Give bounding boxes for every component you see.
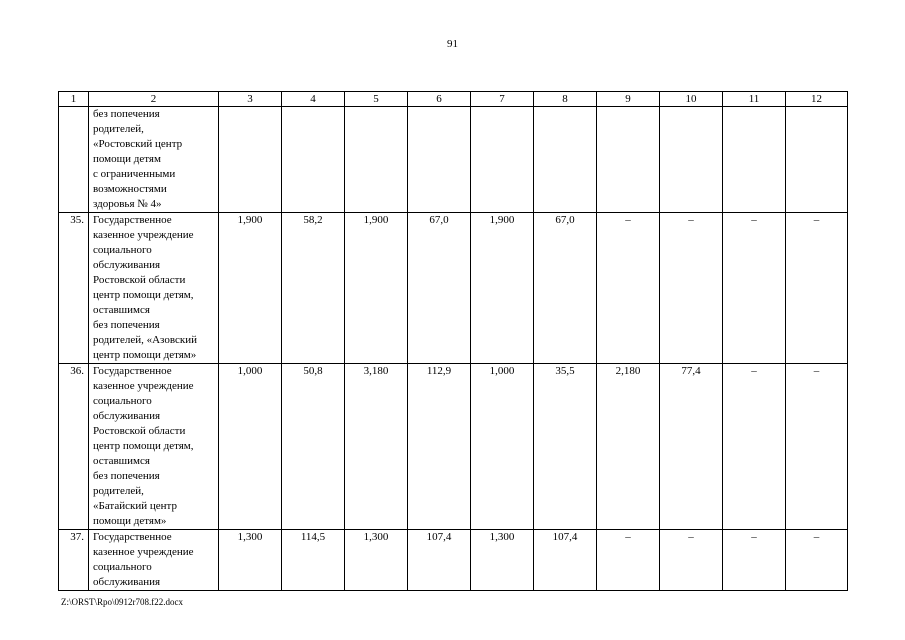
value-cell <box>345 107 408 213</box>
name-line: социального <box>93 244 152 256</box>
value-cell: – <box>786 364 848 530</box>
header-cell: 4 <box>282 92 345 107</box>
name-line: помощи детям <box>93 153 161 165</box>
value-cell: – <box>597 213 660 364</box>
value-cell: 50,8 <box>282 364 345 530</box>
value-cell <box>534 107 597 213</box>
value-cell: 1,000 <box>471 364 534 530</box>
institution-name <box>89 213 219 364</box>
value-cell <box>597 107 660 213</box>
value-cell: 2,180 <box>597 364 660 530</box>
name-line: Государственное <box>93 214 172 226</box>
table-row <box>59 213 848 364</box>
institution-name <box>89 364 219 530</box>
name-line: Ростовской области <box>93 274 186 286</box>
value-cell: 112,9 <box>408 364 471 530</box>
value-cell: 67,0 <box>408 213 471 364</box>
value-cell <box>471 107 534 213</box>
header-row <box>59 92 848 107</box>
value-cell: 107,4 <box>534 530 597 591</box>
name-line: без попечения <box>93 319 160 331</box>
row-number: 37. <box>59 530 89 591</box>
name-line: без попечения <box>93 470 160 482</box>
name-line: «Батайский центр <box>93 500 177 512</box>
value-cell: – <box>660 213 723 364</box>
name-line: Государственное <box>93 531 172 543</box>
value-cell: – <box>597 530 660 591</box>
name-line: родителей, <box>93 485 144 497</box>
name-line: обслуживания <box>93 576 161 588</box>
table-row <box>59 530 848 591</box>
name-line: казенное учреждение <box>93 546 194 558</box>
header-cell: 8 <box>534 92 597 107</box>
name-line: центр помощи детям, <box>93 289 194 301</box>
name-line: обслуживания <box>93 410 161 422</box>
value-cell <box>660 107 723 213</box>
value-cell <box>408 107 471 213</box>
value-cell: – <box>723 364 786 530</box>
name-line: центр помощи детям» <box>93 349 197 361</box>
row-number: 36. <box>59 364 89 530</box>
value-cell: 1,900 <box>219 213 282 364</box>
name-line: обслуживания <box>93 259 161 271</box>
value-cell: 1,900 <box>471 213 534 364</box>
value-cell: 1,300 <box>471 530 534 591</box>
name-line: социального <box>93 561 152 573</box>
name-line: родителей, <box>93 123 144 135</box>
table-row <box>59 107 848 213</box>
page-number: 91 <box>447 38 458 50</box>
value-cell <box>282 107 345 213</box>
value-cell: – <box>660 530 723 591</box>
value-cell: 1,000 <box>219 364 282 530</box>
value-cell: 1,300 <box>345 530 408 591</box>
value-cell <box>786 107 848 213</box>
name-line: Государственное <box>93 365 172 377</box>
row-number <box>59 107 89 213</box>
header-cell: 7 <box>471 92 534 107</box>
name-line: казенное учреждение <box>93 380 194 392</box>
header-cell: 5 <box>345 92 408 107</box>
institution-name <box>89 107 219 213</box>
name-line: помощи детям» <box>93 515 167 527</box>
name-line: оставшимся <box>93 304 150 316</box>
value-cell: 3,180 <box>345 364 408 530</box>
name-line: родителей, «Азовский <box>93 334 197 346</box>
name-line: Ростовской области <box>93 425 186 437</box>
institution-name <box>89 530 219 591</box>
header-cell: 6 <box>408 92 471 107</box>
header-cell: 11 <box>723 92 786 107</box>
footer-file-path: Z:\ORST\Rpo\0912r708.f22.docx <box>61 597 183 607</box>
value-cell: 35,5 <box>534 364 597 530</box>
value-cell: 58,2 <box>282 213 345 364</box>
header-cell: 12 <box>786 92 848 107</box>
name-line: без попечения <box>93 108 160 120</box>
name-line: казенное учреждение <box>93 229 194 241</box>
name-line: социального <box>93 395 152 407</box>
value-cell: 77,4 <box>660 364 723 530</box>
name-line: «Ростовский центр <box>93 138 183 150</box>
table-row <box>59 364 848 530</box>
value-cell <box>723 107 786 213</box>
value-cell: – <box>723 213 786 364</box>
value-cell: 107,4 <box>408 530 471 591</box>
name-line: возможностями <box>93 183 167 195</box>
header-cell: 1 <box>59 92 89 107</box>
value-cell: 1,900 <box>345 213 408 364</box>
value-cell: – <box>786 213 848 364</box>
value-cell: – <box>786 530 848 591</box>
header-cell: 9 <box>597 92 660 107</box>
value-cell: 114,5 <box>282 530 345 591</box>
row-number: 35. <box>59 213 89 364</box>
name-line: центр помощи детям, <box>93 440 194 452</box>
name-line: оставшимся <box>93 455 150 467</box>
header-cell: 10 <box>660 92 723 107</box>
header-cell: 2 <box>89 92 219 107</box>
value-cell: – <box>723 530 786 591</box>
name-line: с ограниченными <box>93 168 176 180</box>
value-cell: 67,0 <box>534 213 597 364</box>
value-cell <box>219 107 282 213</box>
data-table <box>58 91 848 591</box>
value-cell: 1,300 <box>219 530 282 591</box>
name-line: здоровья № 4» <box>93 198 162 210</box>
header-cell: 3 <box>219 92 282 107</box>
